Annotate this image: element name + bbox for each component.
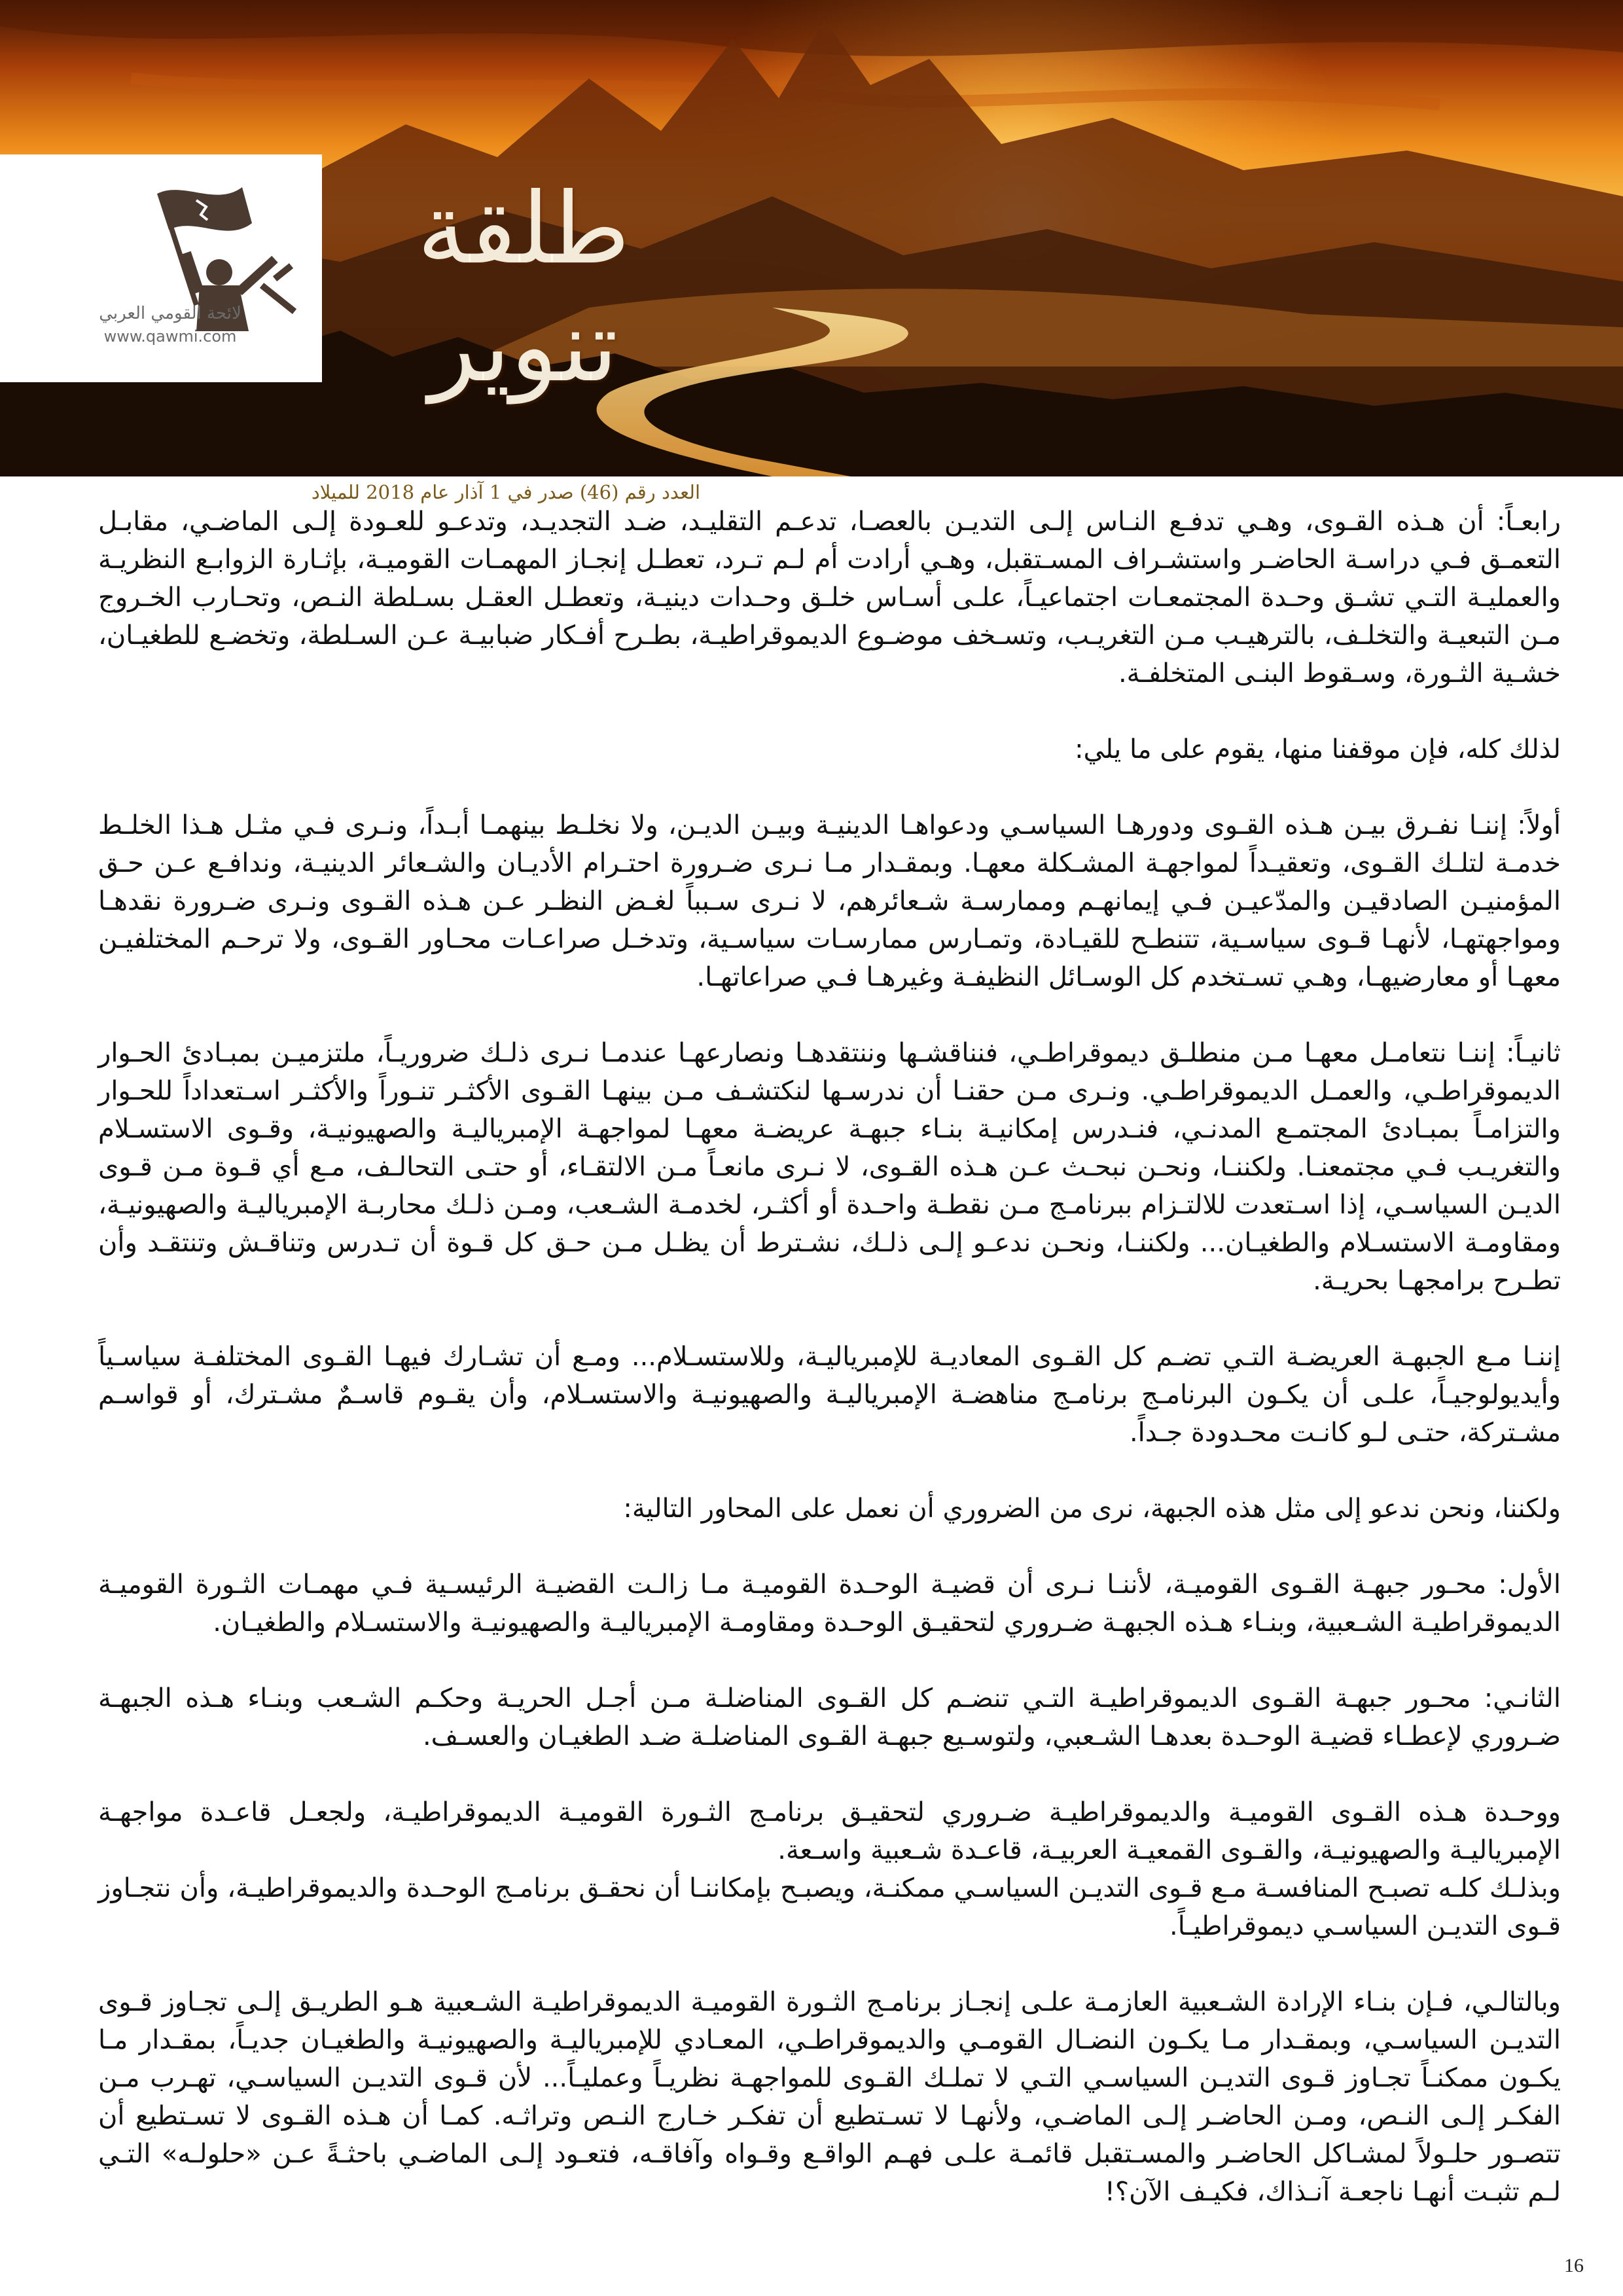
article-body xyxy=(98,503,1561,2249)
logo-panel xyxy=(0,154,322,382)
paragraph-position-intro: لذلك كله، فإن موقفنا منها، يقوم على ما يلي: xyxy=(1075,734,1561,764)
header-banner xyxy=(0,0,1623,476)
logo-tagline: لائحة القومي العربي xyxy=(99,304,241,323)
page-number: 16 xyxy=(1564,2255,1584,2276)
paragraph-competition: وبذلـك كلـه تصبـح المنافسـة مـع قـوى التديـن السياسـي ممكنـة، ويصبـح بإمكاننـا أن نحقـق برنامـج الوحـدة والديموقراطيـة، وأن نتجـاوز قـوى التديـن السياسـي ديموقراطيـاً. xyxy=(98,1873,1561,1941)
paragraph-axes-intro: ولكننا، ونحن ندعو إلى مثل هذه الجبهة، نرى من الضروري أن نعمل على المحاور التالية: xyxy=(623,1494,1561,1524)
flag-raiser-logo-icon xyxy=(0,154,322,382)
paragraph-axis-second: الثانـي: محـور جبهـة القـوى الديموقراطيـة التـي تنضـم كل القـوى المناضلـة مـن أجـل الحريـة وحكـم الشـعب وبنـاء هـذه الجبهـة ضـروري لإعطـاء قضيـة الوحـدة بعدهـا الشـعبي، ولتوسـيع جبهـة القـوى المناضلـة ضـد الطغيـان والعسـف. xyxy=(98,1683,1561,1751)
logo-url: www.qawmi.com xyxy=(103,327,237,346)
paragraph-broad-front: إننـا مـع الجبهـة العريضـة التـي تضـم كل القـوى المعاديـة للإمبرياليـة، وللاستسـلام... ومـع أن تشـارك فيهـا القـوى المختلفـة سياسـياً وأيديولوجيـاً، علـى أن يكـون البرنامـج برنامـج مناهضـة الإمبرياليـة والصهيونيـة والاستسـلام، وأن يقـوم قاسـمٌ مشـترك، أو قواسـم مشـتركة، حتـى لـو كانـت محـدودة جـداً. xyxy=(98,1342,1561,1448)
paragraph-unity: ووحـدة هـذه القـوى القوميـة والديموقراطيـة ضـروري لتحقيـق برنامـج الثـورة القوميـة الديموقراطيـة، ولجعـل قاعـدة مواجهـة الإمبرياليـة والصهيونيـة، والقـوى القمعيـة العربيـة، قاعـدة شـعبية واسـعة. xyxy=(98,1797,1561,1865)
issue-info: العدد رقم (46) صدر في 1 آذار عام 2018 للميلاد xyxy=(311,481,700,503)
paragraph-fourth: رابعـاً: أن هـذه القـوى، وهـي تدفـع النـاس إلـى التديـن بالعصـا، تدعـم التقليـد، ضـد التجديـد، وتدعـو للعـودة إلـى الماضـي، مقابـل التعمـق فـي دراسـة الحاضـر واستشـراف المسـتقبل، وهـي أرادت أم لـم تـرد، تعطـل إنجـاز المهمـات القوميـة، بإثـارة الزوابـع النظريـة والعمليـة التـي تشـق وحـدة المجتمعـات اجتماعيـاً، علـى أسـاس خلـق وحـدات دينيـة، وتعطـل العقـل بسـلطة النـص، وتحـارب الخـروج مـن التبعيـة والتخلـف، بالترهيـب مـن التغريـب، وتسـخف موضـوع الديموقراطيـة، بطـرح أفـكار ضبابيـة عـن السـلطة، وتخضـع للطغيـان، خشـية الثـورة، وسـقوط البنـى المتخلفـة. xyxy=(98,507,1561,689)
paragraph-first: أولاً: إننـا نفـرق بيـن هـذه القـوى ودورهـا السياسـي ودعواهـا الدينيـة وبيـن الديـن، ولا نخلـط بينهمـا أبـداً، ونـرى فـي مثـل هـذا الخلـط خدمـة لتلـك القـوى، وتعقيـداً لمواجهـة المشـكلة معهـا. وبمقـدار مـا نـرى ضـرورة احتـرام الأديـان والشـعائر الدينيـة، وندافـع عـن حـق المؤمنيـن الصادقيـن والمدّعيـن فـي إيمانهـم وممارسـة شـعائرهم، لا نـرى سـبباً لغـض النظـر عـن هـذه القـوى ونـرى ضـرورة نقدهـا ومواجهتهـا، لأنهـا قـوى سياسـية، تتنطـح للقيـادة، وتمـارس ممارسـات سياسـية، وتدخـل صراعـات محـاور القـوى، ولا ترحـم المختلفيـن معهـا أو معارضيهـا، وهـي تسـتخدم كل الوسـائل النظيفـة وغيرهـا فـي صراعاتهـا. xyxy=(98,810,1561,992)
paragraph-second: ثانيـاً: إننـا نتعامـل معهـا مـن منطلـق ديموقراطـي، فنناقشـها وننتقدهـا ونصارعهـا عندمـا نـرى ذلـك ضروريـاً، ملتزميـن بمبـادئ الحـوار الديموقراطـي، والعمـل الديموقراطـي. ونـرى مـن حقنـا أن ندرسـها لنكتشـف مـن بينهـا القـوى الأكثـر تنـوراً والأكثـر اسـتعداداً للحـوار والتزامـاً بمبـادئ المجتمـع المدنـي، فنـدرس إمكانيـة بنـاء جبهـة عريضـة معهـا لمواجهـة الإمبرياليـة والصهيونيـة، وقـوى الاستسـلام والتغريـب فـي مجتمعنـا. ولكننـا، ونحـن نبحـث عـن هـذه القـوى، لا نـرى مانعـاً مـن الالتقـاء، أو حتـى التحالـف، مـع أي قـوة مـن قـوى الديـن السياسـي، إذا اسـتعدت للالتـزام ببرنامـج مـن نقطـة واحـدة أو أكثـر، لخدمـة الشـعب، ومـن ذلـك محاربـة الإمبرياليـة والصهيونيـة، ومقاومـة الاستسـلام والطغيـان... ولكننـا، ونحـن ندعـو إلـى ذلـك، نشـترط أن يظـل مـن حـق كل قـوة أن تـدرس وتناقـش وتنتقـد وأن تطـرح برامجهـا بحريـة. xyxy=(98,1038,1561,1296)
paragraph-axis-first: الأول: محـور جبهـة القـوى القوميـة، لأننـا نـرى أن قضيـة الوحـدة القوميـة مـا زالـت القضيـة الرئيسـية فـي مهمـات الثـورة القوميـة الديموقراطيـة الشـعبية، وبنـاء هـذه الجبهـة ضـروري لتحقيـق الوحـدة ومقاومـة الإمبرياليـة والصهيونيـة والاستسـلام والطغيـان. xyxy=(98,1570,1561,1638)
paragraph-conclusion: وبالتالـي، فـإن بنـاء الإرادة الشـعبية العازمـة علـى إنجـاز برنامـج الثـورة القوميـة الديموقراطيـة الشـعبية هـو الطريـق إلـى تجـاوز قـوى التديـن السياسـي، وبمقـدار مـا يكـون النضـال القومـي والديموقراطـي، المعـادي للإمبرياليـة والصهيونيـة والطغيـان جديـاً، بمقـدار مـا يكـون ممكنـاً تجـاوز قـوى التديـن السياسـي التـي لا تملـك القـوى للمواجهـة نظريـاً وعمليـاً... لأن قـوى التديـن السياسـي، تهـرب مـن الفكـر إلـى النـص، ومـن الحاضـر إلـى الماضـي، ولأنهـا لا تسـتطيع أن تفكـر خـارج النـص وتراثـه. كمـا أن هـذه القـوى لا تسـتطيع أن تتصـور حلـولاً لمشـاكل الحاضـر والمسـتقبل قائمـة علـى فهـم الواقـع وقـواه وآفاقـه، فتعـود إلـى الماضـي باحثـةً عـن «حلولـه» التـي لـم تثبـت أنهـا ناجعـة آنـذاك، فكيـف الآن؟! xyxy=(98,1987,1561,2207)
banner-title: طلقة تنوير xyxy=(417,172,630,404)
